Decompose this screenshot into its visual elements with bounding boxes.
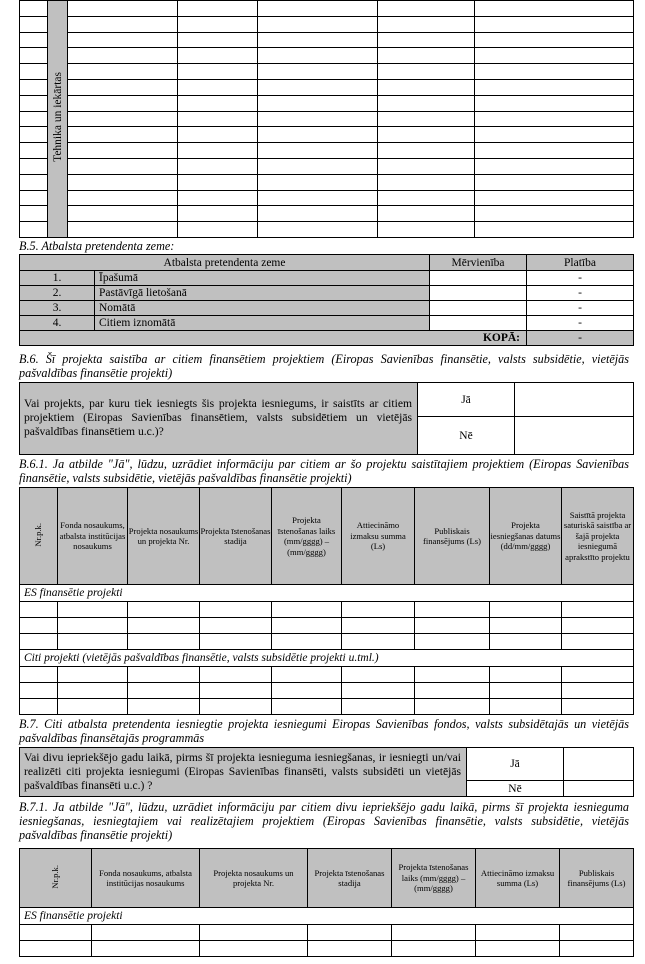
land-row-value[interactable]: -	[527, 271, 634, 286]
table-cell[interactable]	[68, 16, 178, 32]
table-cell[interactable]	[128, 602, 200, 618]
table-cell[interactable]	[560, 941, 634, 957]
table-cell[interactable]	[20, 64, 48, 80]
table-cell[interactable]	[378, 127, 475, 143]
table-row	[20, 79, 634, 95]
table-cell[interactable]	[68, 48, 178, 64]
col-stage: Projekta īstenošanas stadija	[308, 849, 392, 908]
table-cell[interactable]	[490, 683, 562, 699]
table-cell[interactable]	[20, 941, 92, 957]
col-stage: Projekta īstenošanas stadija	[200, 488, 272, 585]
table-cell[interactable]	[20, 925, 92, 941]
table-cell[interactable]	[475, 64, 634, 80]
table-cell[interactable]	[68, 95, 178, 111]
table-cell[interactable]	[415, 699, 490, 715]
table-cell[interactable]	[378, 174, 475, 190]
table-cell[interactable]	[20, 699, 58, 715]
table-cell[interactable]	[200, 634, 272, 650]
table-cell[interactable]	[258, 95, 378, 111]
table-cell[interactable]	[258, 111, 378, 127]
table-cell[interactable]	[68, 127, 178, 143]
table-cell[interactable]	[562, 618, 634, 634]
table-cell[interactable]	[178, 143, 258, 159]
table-cell[interactable]	[272, 667, 342, 683]
yes-answer[interactable]	[515, 383, 634, 417]
table-cell[interactable]	[258, 158, 378, 174]
other-projects-label: Citi projekti (vietējās pašvaldības finansētie, valsts subsidētie projekti u.tml.)	[20, 650, 634, 667]
table-row	[20, 667, 634, 683]
table-cell[interactable]	[128, 618, 200, 634]
es-projects-label: ES finansētie projekti	[20, 585, 634, 602]
table-cell[interactable]	[258, 64, 378, 80]
no-answer[interactable]	[564, 781, 634, 797]
table-cell[interactable]	[308, 925, 392, 941]
table-cell[interactable]	[20, 1, 48, 17]
table-cell[interactable]	[378, 158, 475, 174]
table-cell[interactable]	[200, 602, 272, 618]
land-row-label: Citiem iznomātā	[95, 316, 430, 331]
table-cell[interactable]	[392, 941, 476, 957]
table-cell[interactable]	[178, 127, 258, 143]
table-cell[interactable]	[475, 143, 634, 159]
land-row-no: 4.	[20, 316, 95, 331]
table-cell[interactable]	[562, 602, 634, 618]
table-cell[interactable]	[200, 667, 272, 683]
table-cell[interactable]	[378, 143, 475, 159]
table-row	[20, 941, 634, 957]
equipment-label: Tehnika un iekārtas	[48, 1, 68, 238]
col-period: Projekta īstenošanas laiks (mm/gggg) – (mm/gggg)	[272, 488, 342, 585]
b7-title: B.7. Citi atbalsta pretendenta iesniegtie projekta iesniegumi Eiropas Savienības fondos, valsts subsidētajās un vietējās pašvaldības finansētajās programmās	[19, 717, 629, 745]
table-cell[interactable]	[562, 683, 634, 699]
table-cell[interactable]	[68, 174, 178, 190]
table-cell[interactable]	[475, 1, 634, 17]
b61-title: B.6.1. Ja atbilde "Jā", lūdzu, uzrādiet informāciju par citiem ar šo projektu saistītajiem projektiem (Eiropas Savienības finansētie, valsts subsidētie, vietējās pašvaldības finansētie projekti)	[19, 457, 629, 485]
table-cell[interactable]	[378, 222, 475, 238]
col-project-name: Projekta nosaukums un projekta Nr.	[200, 849, 308, 908]
no-answer[interactable]	[515, 417, 634, 455]
col-public-funding: Publiskais finansējums (Ls)	[560, 849, 634, 908]
table-cell[interactable]	[415, 683, 490, 699]
col-public-funding: Publiskais finansējums (Ls)	[415, 488, 490, 585]
table-cell[interactable]	[378, 64, 475, 80]
table-cell[interactable]	[258, 222, 378, 238]
table-cell[interactable]	[20, 602, 58, 618]
table-cell[interactable]	[68, 190, 178, 206]
table-cell[interactable]	[178, 206, 258, 222]
table-cell[interactable]	[178, 222, 258, 238]
table-cell[interactable]	[475, 158, 634, 174]
table-row	[20, 222, 634, 238]
col-project-name: Projekta nosaukums un projekta Nr.	[128, 488, 200, 585]
table-row	[20, 618, 634, 634]
land-row-unit[interactable]	[430, 271, 527, 286]
unit-header: Mērvienība	[430, 255, 527, 271]
submitted-question: Vai divu iepriekšējo gadu laikā, pirms šī projekta iesnieguma iesniegšanas, ir iesniegti un/vai realizēti citi projekta iesniegumi (Eiropas Savienības finansēti, valsts subsidēti un vietējās pašvaldības finansēti u.c.) ?	[20, 748, 467, 797]
table-cell[interactable]	[68, 1, 178, 17]
table-cell[interactable]	[200, 941, 308, 957]
table-row	[20, 683, 634, 699]
table-cell[interactable]	[258, 206, 378, 222]
col-eligible-costs: Attiecināmo izmaksu summa (Ls)	[476, 849, 560, 908]
col-no: Nr.p.k.	[20, 849, 92, 908]
table-cell[interactable]	[475, 111, 634, 127]
table-cell[interactable]	[308, 941, 392, 957]
table-cell[interactable]	[272, 699, 342, 715]
table-cell[interactable]	[20, 683, 58, 699]
total-label: KOPĀ:	[20, 331, 527, 346]
col-eligible-costs: Attiecināmo izmaksu summa (Ls)	[342, 488, 415, 585]
no-label: Nē	[467, 781, 564, 797]
table-cell[interactable]	[272, 683, 342, 699]
table-cell[interactable]	[562, 667, 634, 683]
table-cell[interactable]	[20, 143, 48, 159]
table-cell[interactable]	[20, 32, 48, 48]
table-row	[20, 95, 634, 111]
table-cell[interactable]	[178, 174, 258, 190]
yes-label: Jā	[467, 748, 564, 781]
table-cell[interactable]	[475, 48, 634, 64]
table-cell[interactable]	[20, 634, 58, 650]
table-cell[interactable]	[562, 699, 634, 715]
table-row	[20, 158, 634, 174]
table-row	[20, 64, 634, 80]
table-cell[interactable]	[68, 79, 178, 95]
table-cell[interactable]	[58, 618, 128, 634]
table-cell[interactable]	[92, 925, 200, 941]
table-cell[interactable]	[475, 32, 634, 48]
table-cell[interactable]	[178, 1, 258, 17]
table-row	[20, 16, 634, 32]
table-cell[interactable]	[128, 699, 200, 715]
table-cell[interactable]	[475, 95, 634, 111]
table-cell[interactable]	[20, 79, 48, 95]
table-row	[20, 111, 634, 127]
table-row	[20, 602, 634, 618]
table-cell[interactable]	[490, 634, 562, 650]
land-row-unit[interactable]	[430, 286, 527, 301]
table-cell[interactable]	[20, 618, 58, 634]
table-cell[interactable]	[415, 602, 490, 618]
table-cell[interactable]	[68, 64, 178, 80]
land-header: Atbalsta pretendenta zeme	[20, 255, 430, 271]
table-cell[interactable]	[490, 667, 562, 683]
table-cell[interactable]	[415, 634, 490, 650]
table-cell[interactable]	[200, 683, 272, 699]
land-row-no: 3.	[20, 301, 95, 316]
table-cell[interactable]	[20, 190, 48, 206]
table-cell[interactable]	[178, 16, 258, 32]
table-cell[interactable]	[378, 48, 475, 64]
table-cell[interactable]	[560, 925, 634, 941]
table-cell[interactable]	[258, 143, 378, 159]
table-row	[20, 32, 634, 48]
table-cell[interactable]	[178, 32, 258, 48]
table-cell[interactable]	[476, 925, 560, 941]
table-cell[interactable]	[200, 925, 308, 941]
land-table	[19, 254, 634, 346]
table-cell[interactable]	[272, 618, 342, 634]
table-row	[20, 699, 634, 715]
table-cell[interactable]	[58, 699, 128, 715]
land-row-value[interactable]: -	[527, 286, 634, 301]
table-cell[interactable]	[128, 634, 200, 650]
table-cell[interactable]	[490, 602, 562, 618]
table-cell[interactable]	[20, 206, 48, 222]
table-cell[interactable]	[258, 190, 378, 206]
table-cell[interactable]	[258, 48, 378, 64]
table-cell[interactable]	[58, 634, 128, 650]
table-cell[interactable]	[92, 941, 200, 957]
table-cell[interactable]	[342, 699, 415, 715]
col-no: Nr.p.k.	[20, 488, 58, 585]
land-row-no: 2.	[20, 286, 95, 301]
table-cell[interactable]	[200, 618, 272, 634]
table-cell[interactable]	[475, 206, 634, 222]
table-cell[interactable]	[20, 158, 48, 174]
table-cell[interactable]	[200, 699, 272, 715]
b71-title: B.7.1. Ja atbilde "Jā", lūdzu, uzrādiet informāciju par citiem divu iepriekšējo gadu laikā, pirms šī projekta iesnieguma iesniegšanas, iesniegtajiem vai realizētajiem projektiem (Eiropas Savienības finansētie, valsts subsidētie, vietējās pašvaldības finansētie projekti)	[19, 800, 629, 842]
no-label: Nē	[418, 417, 515, 455]
land-row-unit[interactable]	[430, 316, 527, 331]
table-cell[interactable]	[475, 222, 634, 238]
table-row	[20, 206, 634, 222]
table-cell[interactable]	[128, 683, 200, 699]
table-cell[interactable]	[178, 48, 258, 64]
table-cell[interactable]	[258, 32, 378, 48]
table-cell[interactable]	[128, 667, 200, 683]
table-cell[interactable]	[378, 95, 475, 111]
yes-answer[interactable]	[564, 748, 634, 781]
table-cell[interactable]	[378, 79, 475, 95]
table-cell[interactable]	[20, 667, 58, 683]
table-cell[interactable]	[58, 602, 128, 618]
table-cell[interactable]	[342, 667, 415, 683]
area-header: Platība	[527, 255, 634, 271]
col-period: Projekta īstenošanas laiks (mm/gggg) – (mm/gggg)	[392, 849, 476, 908]
table-cell[interactable]	[258, 174, 378, 190]
b6-title: B.6. Šī projekta saistība ar citiem finansētiem projektiem (Eiropas Savienības finansētie, valsts subsidētie, vietējās pašvaldības finansētie projekti)	[19, 352, 629, 380]
table-cell[interactable]	[20, 48, 48, 64]
land-row-no: 1.	[20, 271, 95, 286]
table-row	[20, 1, 634, 17]
table-cell[interactable]	[20, 95, 48, 111]
table-cell[interactable]	[68, 222, 178, 238]
table-cell[interactable]	[58, 667, 128, 683]
land-row-unit[interactable]	[430, 301, 527, 316]
table-row	[20, 634, 634, 650]
col-relation: Saistītā projekta saturiskā saistība ar šajā projekta iesniegumā aprakstīto projektu	[562, 488, 634, 585]
related-projects-table	[19, 487, 634, 715]
land-row-value[interactable]: -	[527, 301, 634, 316]
total-value: -	[527, 331, 634, 346]
table-row	[20, 174, 634, 190]
table-cell[interactable]	[20, 174, 48, 190]
table-row	[20, 127, 634, 143]
table-cell[interactable]	[178, 79, 258, 95]
table-cell[interactable]	[68, 206, 178, 222]
table-cell[interactable]	[58, 683, 128, 699]
table-row	[20, 925, 634, 941]
submitted-question-table	[19, 747, 634, 797]
yes-label: Jā	[418, 383, 515, 417]
table-cell[interactable]	[178, 111, 258, 127]
b5-title: B.5. Atbalsta pretendenta zeme:	[19, 239, 175, 253]
table-cell[interactable]	[475, 79, 634, 95]
table-cell[interactable]	[258, 79, 378, 95]
table-cell[interactable]	[378, 206, 475, 222]
table-cell[interactable]	[475, 190, 634, 206]
table-cell[interactable]	[20, 16, 48, 32]
table-cell[interactable]	[20, 222, 48, 238]
table-cell[interactable]	[68, 158, 178, 174]
es-projects-label: ES finansētie projekti	[20, 908, 634, 925]
table-cell[interactable]	[20, 127, 48, 143]
table-cell[interactable]	[342, 683, 415, 699]
table-cell[interactable]	[415, 667, 490, 683]
table-cell[interactable]	[378, 32, 475, 48]
table-cell[interactable]	[342, 634, 415, 650]
table-cell[interactable]	[258, 127, 378, 143]
table-cell[interactable]	[562, 634, 634, 650]
table-cell[interactable]	[475, 127, 634, 143]
table-cell[interactable]	[392, 925, 476, 941]
col-fund: Fonda nosaukums, atbalsta institūcijas nosaukums	[92, 849, 200, 908]
table-cell[interactable]	[475, 16, 634, 32]
table-row	[20, 48, 634, 64]
land-row-label: Pastāvīgā lietošanā	[95, 286, 430, 301]
table-cell[interactable]	[178, 64, 258, 80]
table-cell[interactable]	[378, 190, 475, 206]
land-row-value[interactable]: -	[527, 316, 634, 331]
land-row-label: Īpašumā	[95, 271, 430, 286]
table-cell[interactable]	[258, 16, 378, 32]
table-cell[interactable]	[68, 111, 178, 127]
table-cell[interactable]	[272, 602, 342, 618]
land-row-label: Nomātā	[95, 301, 430, 316]
related-question: Vai projekts, par kuru tiek iesniegts šis projekta iesniegums, ir saistīts ar citiem projektiem (Eiropas Savienības finansētiem, valsts subsidētiem un vietējās pašvaldības finansētiem u.c.)?	[20, 383, 418, 455]
table-row	[20, 190, 634, 206]
equipment-table	[19, 0, 634, 238]
table-cell[interactable]	[490, 699, 562, 715]
table-cell[interactable]	[68, 32, 178, 48]
table-cell[interactable]	[475, 174, 634, 190]
submitted-projects-table	[19, 848, 634, 957]
table-cell[interactable]	[342, 618, 415, 634]
table-cell[interactable]	[378, 1, 475, 17]
table-cell[interactable]	[258, 1, 378, 17]
related-question-table	[19, 382, 634, 455]
table-cell[interactable]	[378, 16, 475, 32]
table-cell[interactable]	[20, 111, 48, 127]
table-cell[interactable]	[68, 143, 178, 159]
table-cell[interactable]	[178, 158, 258, 174]
table-cell[interactable]	[178, 95, 258, 111]
table-cell[interactable]	[272, 634, 342, 650]
col-submission-date: Projekta iesniegšanas datums (dd/mm/gggg)	[490, 488, 562, 585]
table-cell[interactable]	[476, 941, 560, 957]
table-cell[interactable]	[415, 618, 490, 634]
table-cell[interactable]	[342, 602, 415, 618]
table-row	[20, 143, 634, 159]
table-cell[interactable]	[490, 618, 562, 634]
col-fund: Fonda nosaukums, atbalsta institūcijas nosaukums	[58, 488, 128, 585]
table-cell[interactable]	[378, 111, 475, 127]
table-cell[interactable]	[178, 190, 258, 206]
